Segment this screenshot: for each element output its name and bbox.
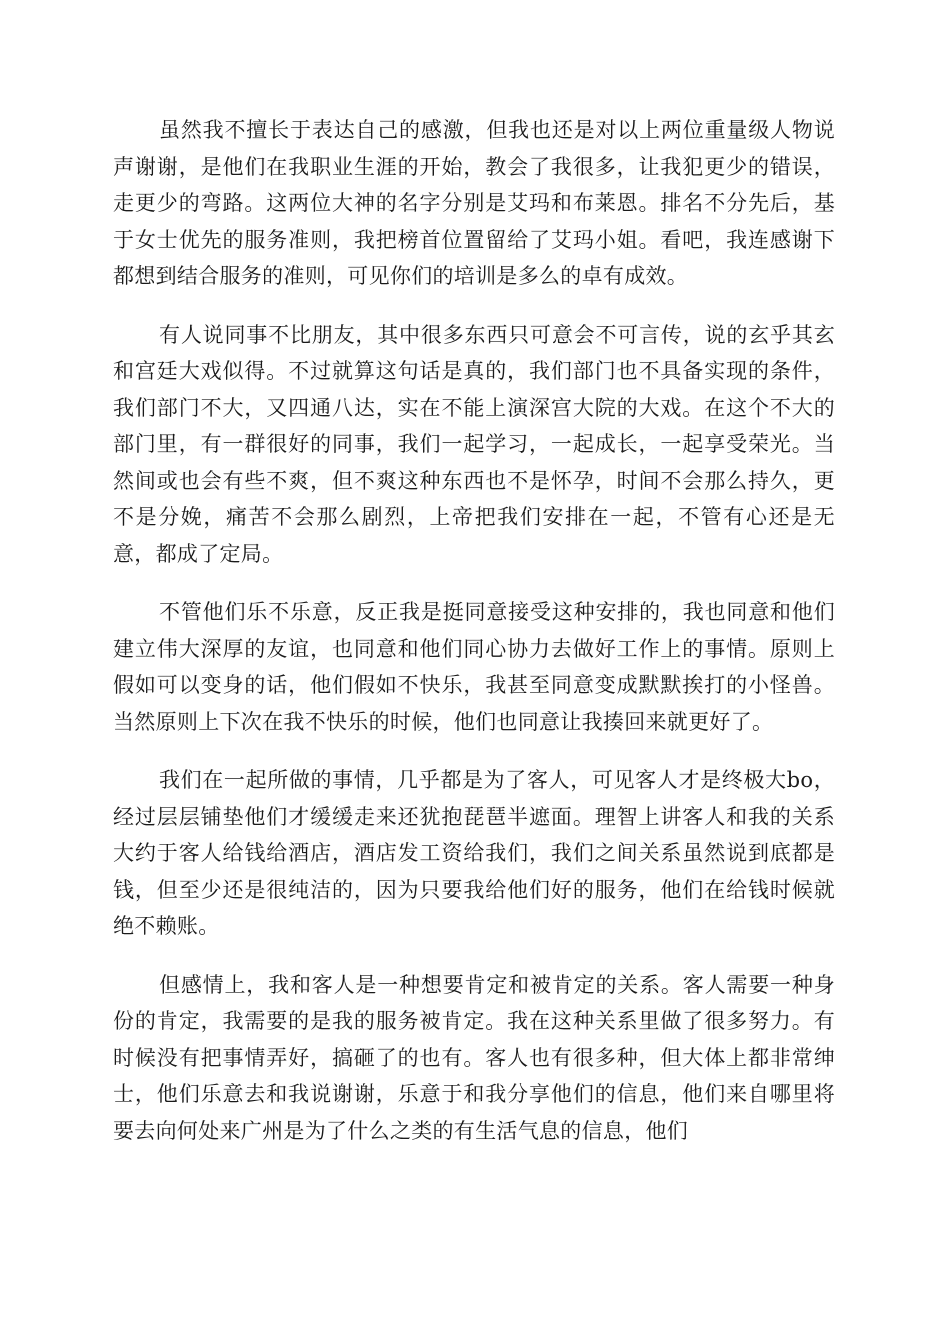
paragraph-2: 有人说同事不比朋友，其中很多东西只可意会不可言传，说的玄乎其玄和宫廷大戏似得。不过就算这句话是真的，我们部门也不具备实现的条件，我们部门不大，又四通八达，实在不能上演深宫大院的大戏。在这个不大的部门里，有一群很好的同事，我们一起学习，一起成长，一起享受荣光。当然间或也会有些不爽，但不爽这种东西也不是怀孕，时间不会那么持久，更不是分娩，痛苦不会那么剧烈，上帝把我们安排在一起，不管有心还是无意，都成了定局。 <box>113 322 835 566</box>
paragraph-5: 但感情上，我和客人是一种想要肯定和被肯定的关系。客人需要一种身份的肯定，我需要的是我的服务被肯定。我在这种关系里做了很多努力。有时候没有把事情弄好，搞砸了的也有。客人也有很多种，但大体上都非常绅士，他们乐意去和我说谢谢，乐意于和我分享他们的信息，他们来自哪里将要去向何处来广州是为了什么之类的有生活气息的信息，他们 <box>113 972 835 1143</box>
paragraph-4: 我们在一起所做的事情，几乎都是为了客人，可见客人才是终极大bo，经过层层铺垫他们才缓缓走来还犹抱琵琶半遮面。理智上讲客人和我的关系大约于客人给钱给酒店，酒店发工资给我们，我们之间关系虽然说到底都是钱，但至少还是很纯洁的，因为只要我给他们好的服务，他们在给钱时候就绝不赖账。 <box>113 768 835 938</box>
paragraph-3: 不管他们乐不乐意，反正我是挺同意接受这种安排的，我也同意和他们建立伟大深厚的友谊，也同意和他们同心协力去做好工作上的事情。原则上假如可以变身的话，他们假如不快乐，我甚至同意变成默默挨打的小怪兽。当然原则上下次在我不快乐的时候，他们也同意让我揍回来就更好了。 <box>113 600 835 734</box>
paragraph-1: 虽然我不擅长于表达自己的感激，但我也还是对以上两位重量级人物说声谢谢，是他们在我职业生涯的开始，教会了我很多，让我犯更少的错误，走更少的弯路。这两位大神的名字分别是艾玛和布莱恩。排名不分先后，基于女士优先的服务准则，我把榜首位置留给了艾玛小姐。看吧，我连感谢下都想到结合服务的准则，可见你们的培训是多么的卓有成效。 <box>113 118 835 288</box>
document-body <box>113 112 835 1171</box>
